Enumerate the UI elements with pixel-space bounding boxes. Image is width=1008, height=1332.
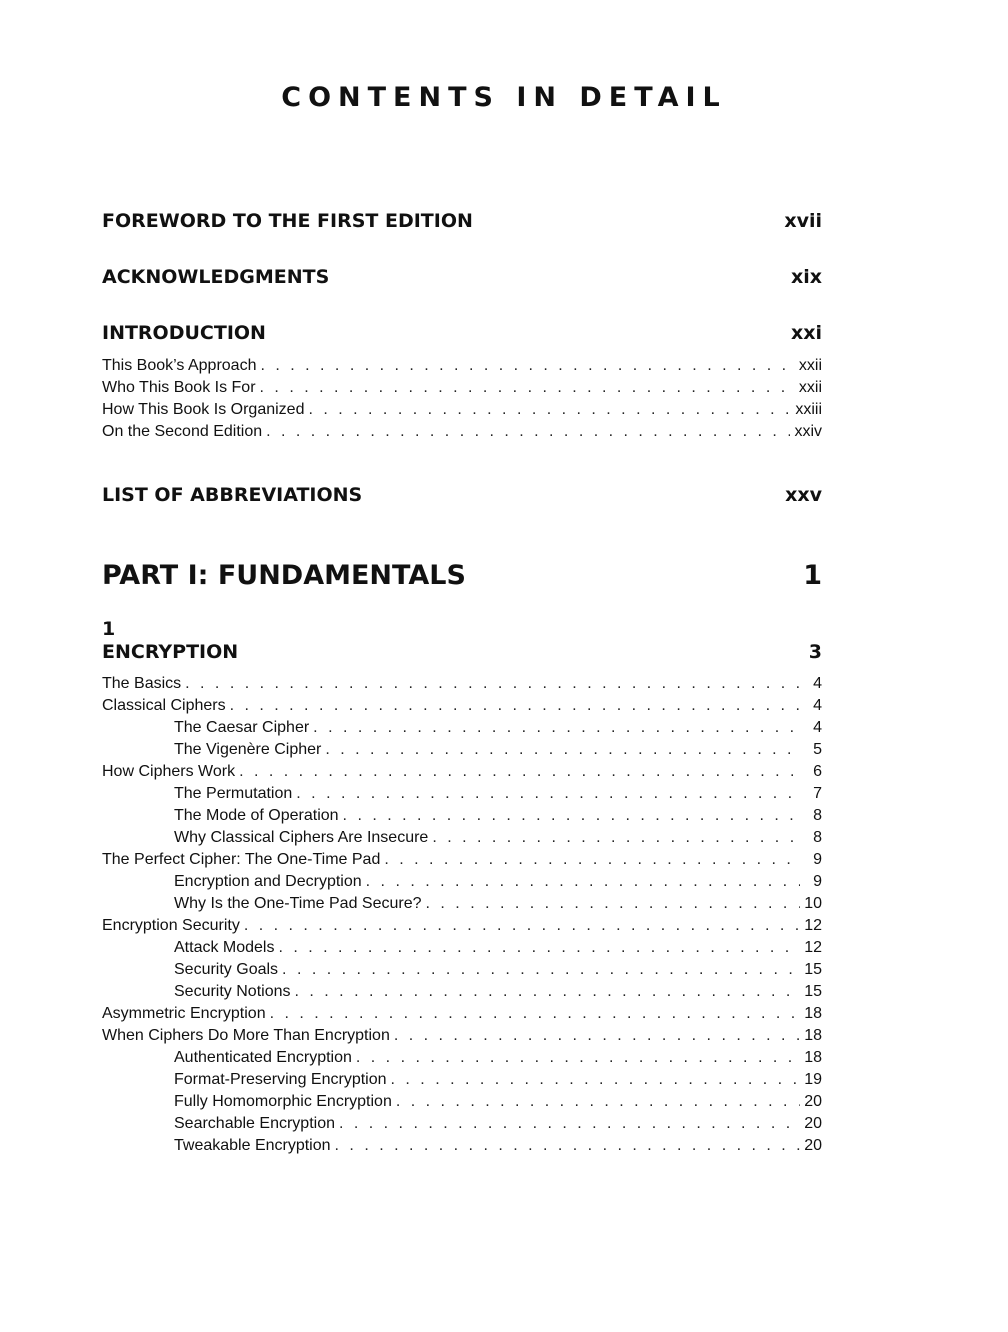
toc-subentry xyxy=(102,871,822,893)
entry-page: 6 xyxy=(813,763,822,780)
part-page: 1 xyxy=(803,560,822,591)
dot-leader xyxy=(366,871,800,893)
entry-title: Encryption Security xyxy=(102,917,240,934)
toc-section-acknowledgments xyxy=(102,266,822,288)
part-title: PART I: FUNDAMENTALS xyxy=(102,560,466,591)
toc-entry xyxy=(102,915,822,937)
toc-subentry xyxy=(102,959,822,981)
section-title: LIST OF ABBREVIATIONS xyxy=(102,484,363,506)
toc-subentry xyxy=(102,981,822,1003)
entry-title: Asymmetric Encryption xyxy=(102,1005,266,1022)
toc-entry xyxy=(102,1025,822,1047)
entry-page: 18 xyxy=(804,1049,822,1066)
entry-page: 20 xyxy=(804,1137,822,1154)
toc-subentry xyxy=(102,827,822,849)
dot-leader xyxy=(313,717,800,739)
entry-title: The Caesar Cipher xyxy=(174,719,310,736)
toc-subentry xyxy=(102,893,822,915)
section-title: INTRODUCTION xyxy=(102,322,266,344)
entry-page: 9 xyxy=(813,851,822,868)
entry-page: 15 xyxy=(804,983,822,1000)
entry-page: 7 xyxy=(813,785,822,802)
entry-page: 18 xyxy=(804,1027,822,1044)
entry-page: 5 xyxy=(813,741,822,758)
section-title: FOREWORD TO THE FIRST EDITION xyxy=(102,210,473,232)
entry-page: 12 xyxy=(804,917,822,934)
chapter-title: ENCRYPTION xyxy=(102,641,239,663)
toc-subentry xyxy=(102,805,822,827)
dot-leader xyxy=(230,695,800,717)
dot-leader xyxy=(295,981,801,1003)
entry-title: The Perfect Cipher: The One-Time Pad xyxy=(102,851,381,868)
entry-page: 4 xyxy=(813,675,822,692)
dot-leader xyxy=(239,761,800,783)
dot-leader xyxy=(296,783,800,805)
toc-subentry xyxy=(102,1091,822,1113)
dot-leader xyxy=(278,937,800,959)
section-title: ACKNOWLEDGMENTS xyxy=(102,266,330,288)
entry-title: Format-Preserving Encryption xyxy=(174,1071,387,1088)
toc-subentry xyxy=(102,937,822,959)
chapter-page: 3 xyxy=(808,641,822,663)
section-page: xvii xyxy=(784,210,822,232)
toc-entry xyxy=(102,761,822,783)
entry-title: Fully Homomorphic Encryption xyxy=(174,1093,392,1110)
entry-title: On the Second Edition xyxy=(102,423,263,440)
entry-title: This Book’s Approach xyxy=(102,357,257,374)
dot-leader xyxy=(308,399,791,421)
entry-page: 4 xyxy=(813,697,822,714)
toc-subentry xyxy=(102,739,822,761)
entry-page: 10 xyxy=(804,895,822,912)
dot-leader xyxy=(356,1047,800,1069)
entry-title: Classical Ciphers xyxy=(102,697,226,714)
dot-leader xyxy=(384,849,800,871)
entry-page: 9 xyxy=(813,873,822,890)
dot-leader xyxy=(266,421,790,443)
dot-leader xyxy=(325,739,800,761)
toc-subentry xyxy=(102,1135,822,1157)
entry-title: The Mode of Operation xyxy=(174,807,339,824)
entry-title: Authenticated Encryption xyxy=(174,1049,352,1066)
entry-title: How This Book Is Organized xyxy=(102,401,305,418)
toc-entry xyxy=(102,1003,822,1025)
dot-leader xyxy=(426,893,800,915)
introduction-entries xyxy=(102,355,822,443)
entry-title: Searchable Encryption xyxy=(174,1115,335,1132)
section-page: xxv xyxy=(785,484,822,506)
toc-subentry xyxy=(102,783,822,805)
entry-page: 8 xyxy=(813,829,822,846)
entry-page: 20 xyxy=(804,1093,822,1110)
dot-leader xyxy=(432,827,800,849)
toc-subentry xyxy=(102,1047,822,1069)
chapter-entries xyxy=(102,673,822,1157)
toc-entry xyxy=(102,849,822,871)
section-page: xxi xyxy=(790,322,822,344)
entry-title: The Basics xyxy=(102,675,182,692)
entry-page: 19 xyxy=(804,1071,822,1088)
dot-leader xyxy=(260,377,795,399)
dot-leader xyxy=(343,805,800,827)
dot-leader xyxy=(244,915,800,937)
entry-page: 4 xyxy=(813,719,822,736)
entry-page: 8 xyxy=(813,807,822,824)
entry-title: Why Classical Ciphers Are Insecure xyxy=(174,829,429,846)
entry-title: Security Goals xyxy=(174,961,279,978)
entry-title: Security Notions xyxy=(174,983,291,1000)
toc-entry xyxy=(102,355,822,377)
toc-section-foreword xyxy=(102,210,822,232)
entry-page: xxiv xyxy=(794,423,822,440)
toc-section-introduction xyxy=(102,322,822,344)
entry-page: 20 xyxy=(804,1115,822,1132)
entry-page: 18 xyxy=(804,1005,822,1022)
section-page: xix xyxy=(790,266,822,288)
entry-page: xxiii xyxy=(795,401,822,418)
dot-leader xyxy=(339,1113,800,1135)
toc-chapter-heading xyxy=(102,641,822,663)
entry-title: How Ciphers Work xyxy=(102,763,236,780)
entry-page: xxii xyxy=(798,357,822,374)
dot-leader xyxy=(185,673,800,695)
entry-page: 12 xyxy=(804,939,822,956)
dot-leader xyxy=(396,1091,800,1113)
entry-title: Encryption and Decryption xyxy=(174,873,362,890)
toc-part-heading xyxy=(102,560,822,591)
toc-subentry xyxy=(102,1113,822,1135)
entry-title: When Ciphers Do More Than Encryption xyxy=(102,1027,390,1044)
dot-leader xyxy=(335,1135,800,1157)
entry-title: Attack Models xyxy=(174,939,275,956)
entry-title: Who This Book Is For xyxy=(102,379,256,396)
entry-title: The Vigenère Cipher xyxy=(174,741,322,758)
toc-entry xyxy=(102,695,822,717)
dot-leader xyxy=(394,1025,800,1047)
toc-subentry xyxy=(102,1069,822,1091)
dot-leader xyxy=(391,1069,800,1091)
toc-section-abbreviations xyxy=(102,484,822,506)
entry-title: The Permutation xyxy=(174,785,293,802)
toc-entry xyxy=(102,399,822,421)
toc-subentry xyxy=(102,717,822,739)
toc-entry xyxy=(102,421,822,443)
dot-leader xyxy=(282,959,800,981)
entry-page: 15 xyxy=(804,961,822,978)
entry-title: Why Is the One-Time Pad Secure? xyxy=(174,895,422,912)
page-title: CONTENTS IN DETAIL xyxy=(281,82,727,113)
dot-leader xyxy=(270,1003,800,1025)
toc-entry xyxy=(102,673,822,695)
toc-entry xyxy=(102,377,822,399)
chapter-number: 1 xyxy=(102,618,116,640)
dot-leader xyxy=(260,355,794,377)
entry-title: Tweakable Encryption xyxy=(174,1137,331,1154)
entry-page: xxii xyxy=(798,379,822,396)
